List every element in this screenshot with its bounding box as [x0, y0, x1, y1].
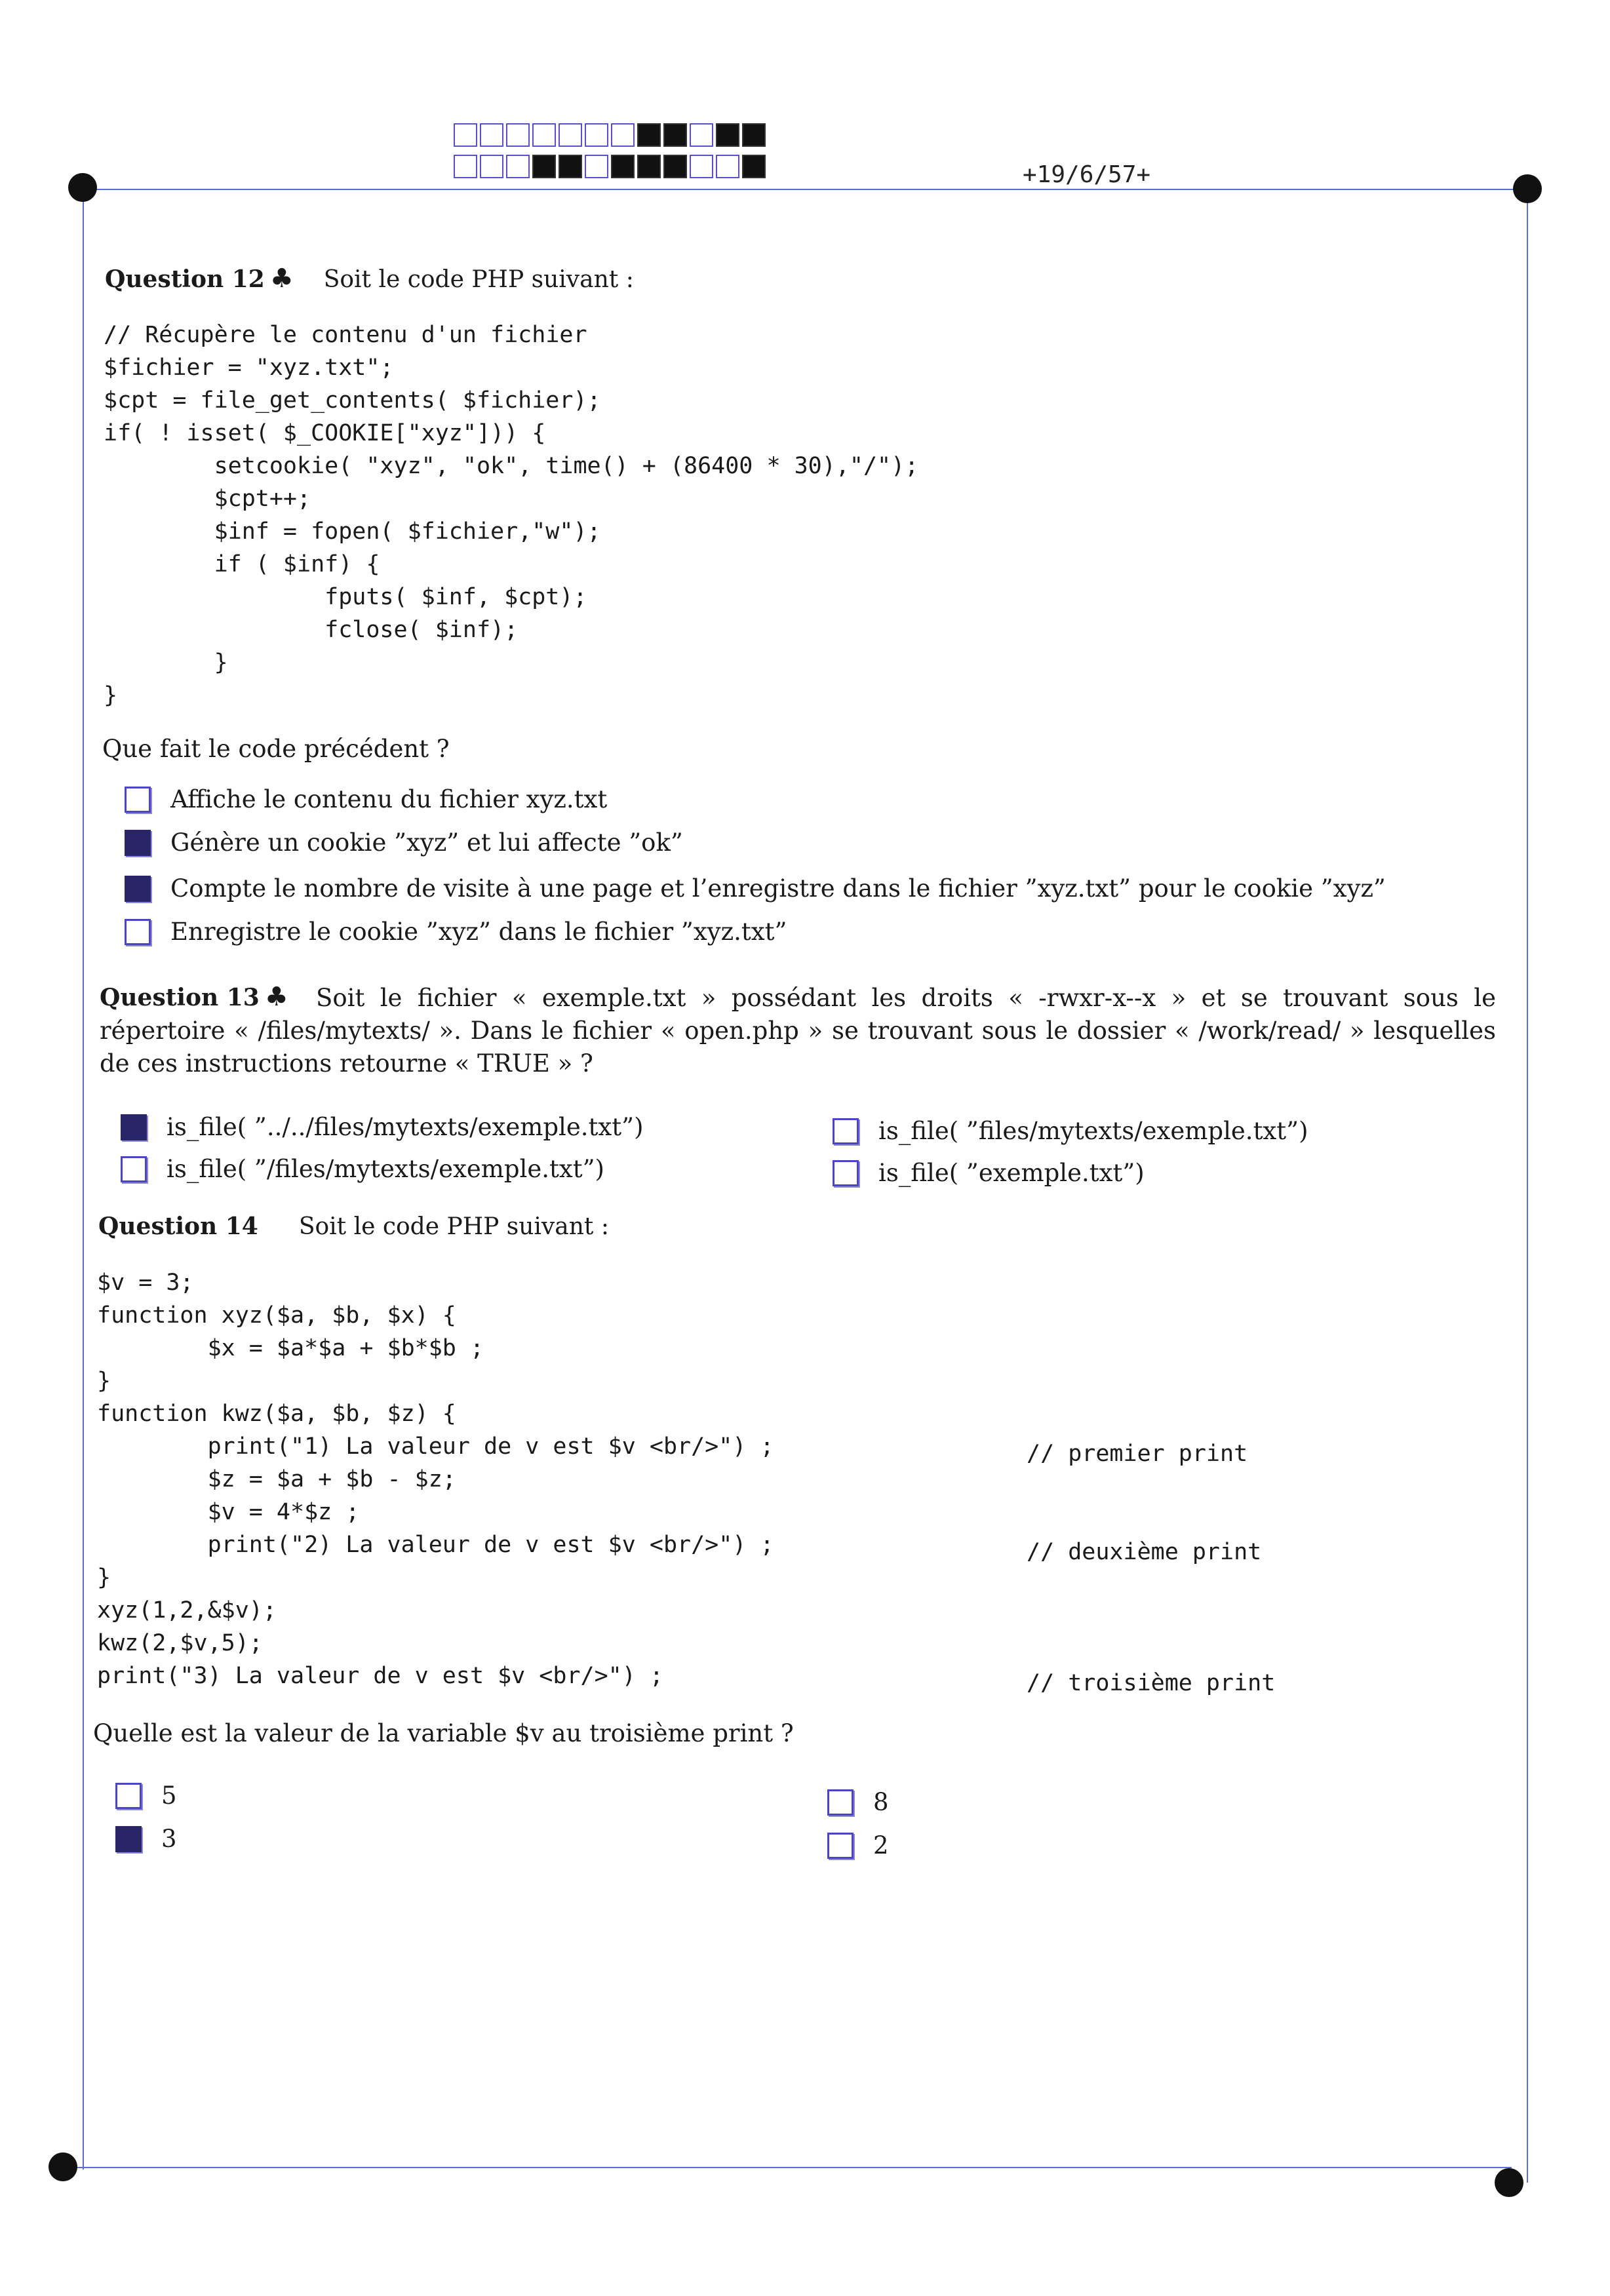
id-grid-cell — [690, 123, 713, 147]
id-grid-cell — [532, 123, 556, 147]
id-grid-row-2 — [454, 155, 768, 180]
frame-left-line — [83, 189, 84, 2170]
q12-intro: Soit le code PHP suivant : — [323, 266, 634, 293]
choice-label: Enregistre le cookie ”xyz” dans le fichier ”xyz.txt” — [170, 918, 787, 946]
id-grid-cell — [506, 155, 530, 178]
checkbox[interactable] — [833, 1160, 859, 1186]
choice-label: is_file( ”../../files/mytexts/exemple.txt”) — [167, 1113, 644, 1141]
id-grid-cell — [585, 155, 608, 178]
checkbox-checked[interactable] — [125, 876, 151, 902]
id-grid-cell — [532, 155, 556, 178]
id-grid-cell — [663, 155, 687, 178]
checkbox[interactable] — [827, 1833, 854, 1859]
q13-label: Question 13 — [100, 984, 260, 1011]
q14-label: Question 14 — [98, 1213, 258, 1240]
q14-code-block: $v = 3; function xyz($a, $b, $x) { $x = $a*$a + $b*$b ; } function kwz($a, $b, $z) { print("1) La valeur de v est $v <br/>") ; $z = $a + $b - $z; $v = 4*$z ; print("2) La valeur de v est $v <br/>") ; } xyz(1,2,&$v); kwz(2,$v,5); print("3) La valeur de v est $v <br/>") ; — [97, 1270, 774, 1689]
id-grid-cell — [742, 123, 766, 147]
corner-marker-bottom-left — [49, 2152, 77, 2181]
corner-marker-top-left — [68, 173, 97, 202]
choice-label: 8 — [873, 1788, 889, 1816]
id-grid-cell — [480, 155, 503, 178]
choice-label: is_file( ”files/mytexts/exemple.txt”) — [878, 1117, 1308, 1145]
q12-choice-2[interactable] — [125, 828, 683, 857]
q13-choice-4[interactable] — [833, 1159, 1145, 1187]
checkbox[interactable] — [121, 1156, 147, 1182]
q14-comment-3: // troisième print — [1027, 1670, 1276, 1696]
q14-choice-2[interactable] — [115, 1825, 177, 1853]
choice-label: Génère un cookie ”xyz” et lui affecte ”ok” — [170, 828, 683, 857]
q12-choice-4[interactable] — [125, 918, 787, 946]
q12-choice-1[interactable] — [125, 785, 607, 813]
id-grid-cell — [716, 123, 739, 147]
choice-label: 3 — [161, 1825, 177, 1853]
choice-label: Compte le nombre de visite à une page et l’enregistre dans le fichier ”xyz.txt” pour le cookie ”xyz” — [170, 874, 1386, 903]
corner-marker-bottom-right — [1495, 2168, 1523, 2197]
choice-label: 2 — [873, 1831, 889, 1859]
q14-header — [98, 1213, 609, 1240]
id-grid-cell — [611, 155, 635, 178]
id-grid-cell — [454, 123, 477, 147]
page-code: +19/6/57+ — [1023, 161, 1151, 188]
frame-right-line — [1527, 189, 1528, 2183]
checkbox[interactable] — [125, 787, 151, 813]
choice-label: Affiche le contenu du fichier xyz.txt — [170, 785, 608, 813]
id-grid-cell — [559, 123, 582, 147]
q12-choice-3[interactable] — [125, 874, 1386, 903]
q12-header — [105, 263, 634, 294]
club-icon: ♣ — [264, 982, 288, 1012]
frame-top-line — [83, 189, 1528, 190]
q14-intro: Soit le code PHP suivant : — [298, 1213, 609, 1240]
checkbox[interactable] — [125, 919, 151, 945]
q13-text — [100, 982, 1496, 1080]
id-grid-cell — [480, 123, 503, 147]
checkbox-checked[interactable] — [115, 1826, 142, 1852]
q12-label: Question 12 — [105, 265, 265, 293]
q14-choice-1[interactable] — [115, 1781, 177, 1810]
id-grid-cell — [690, 155, 713, 178]
checkbox[interactable] — [115, 1783, 142, 1809]
checkbox[interactable] — [833, 1118, 859, 1144]
id-grid-cell — [559, 155, 582, 178]
id-grid-cell — [637, 123, 661, 147]
frame-bottom-line — [63, 2167, 1512, 2168]
id-grid-row-1 — [454, 123, 768, 148]
checkbox[interactable] — [827, 1789, 854, 1816]
checkbox-checked[interactable] — [121, 1114, 147, 1140]
id-grid-cell — [611, 123, 635, 147]
q14-comment-1: // premier print — [1027, 1441, 1248, 1467]
q14-choice-4[interactable] — [827, 1831, 889, 1859]
q13-choice-1[interactable] — [121, 1113, 644, 1141]
id-grid-cell — [663, 123, 687, 147]
q14-choice-3[interactable] — [827, 1788, 889, 1816]
id-code-grid — [454, 123, 768, 186]
q13-choice-2[interactable] — [121, 1155, 604, 1183]
choice-label: is_file( ”exemple.txt”) — [878, 1159, 1145, 1187]
q13-choice-3[interactable] — [833, 1117, 1308, 1145]
q12-question: Que fait le code précédent ? — [102, 735, 450, 763]
choice-label: 5 — [161, 1781, 177, 1810]
checkbox-checked[interactable] — [125, 830, 151, 856]
choice-label: is_file( ”/files/mytexts/exemple.txt”) — [167, 1155, 604, 1183]
id-grid-cell — [454, 155, 477, 178]
id-grid-cell — [716, 155, 739, 178]
id-grid-cell — [637, 155, 661, 178]
id-grid-cell — [506, 123, 530, 147]
id-grid-cell — [585, 123, 608, 147]
club-icon: ♣ — [269, 263, 294, 294]
q14-comment-2: // deuxième print — [1027, 1539, 1262, 1565]
q13-statement: Soit le fichier « exemple.txt » possédant les droits « -rwxr-x--x » et se trouvant sous le répertoire « /files/mytexts/ ». Dans le fichier « open.php » se trouvant sous le dossier « /work/read/ » lesquelles de ces instructions retourne « TRUE » ? — [100, 984, 1496, 1078]
q12-code-block: // Récupère le contenu d'un fichier $fichier = "xyz.txt"; $cpt = file_get_contents( $fichier); if( ! isset( $_COOKIE["xyz"])) { setcookie( "xyz", "ok", time() + (86400 * 30),"/"); $cpt++; $inf = fopen( $fichier,"w"); if ( $inf) { fputs( $inf, $cpt); fclose( $inf); } } — [104, 322, 919, 709]
id-grid-cell — [742, 155, 766, 178]
corner-marker-top-right — [1513, 174, 1542, 203]
q14-question: Quelle est la valeur de la variable $v au troisième print ? — [93, 1719, 794, 1747]
